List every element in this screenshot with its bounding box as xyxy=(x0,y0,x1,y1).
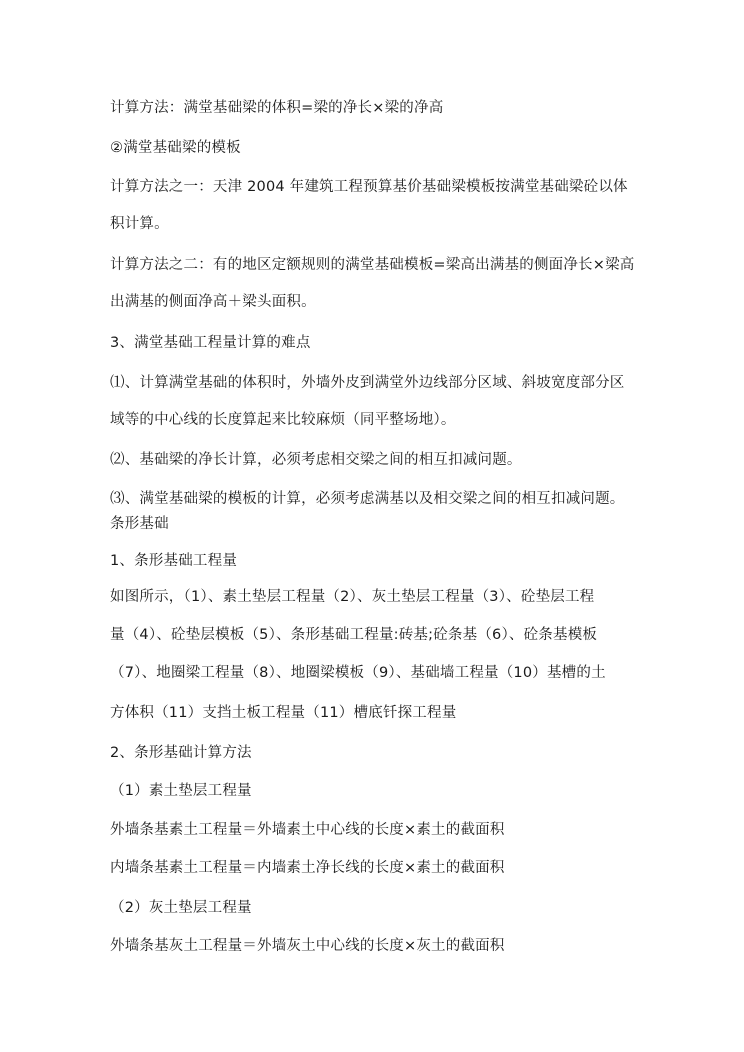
text-line: （7）、地圈梁工程量（8）、地圈梁模板（9）、基础墙工程量（10）基槽的土 xyxy=(110,665,606,681)
text-line: ⑴、计算满堂基础的体积时，外墙外皮到满堂外边线部分区域、斜坡宽度部分区 xyxy=(110,375,625,391)
text-line: 域等的中心线的长度算起来比较麻烦（同平整场地）。 xyxy=(110,412,456,428)
section-heading: 3、满堂基础工程量计算的难点 xyxy=(110,335,311,351)
section-heading: 1、条形基础工程量 xyxy=(110,553,238,569)
text-line: 积计算。 xyxy=(110,216,169,232)
text-line: 如图所示，（1）、素土垫层工程量（2）、灰土垫层工程量（3）、砼垫层工程 xyxy=(110,589,595,605)
section-heading: 2、条形基础计算方法 xyxy=(110,745,252,761)
text-line: 内墙条基素土工程量＝内墙素土净长线的长度×素土的截面积 xyxy=(110,860,505,876)
text-line: 外墙条基灰土工程量＝外墙灰土中心线的长度×灰土的截面积 xyxy=(110,938,505,954)
text-line: 计算方法之二：有的地区定额规则的满堂基础模板=梁高出满基的侧面净长×梁高 xyxy=(110,257,635,273)
subsection-heading: （2）灰土垫层工程量 xyxy=(110,900,252,916)
text-line: ②满堂基础梁的模板 xyxy=(110,140,241,156)
text-line: 计算方法之一：天津 2004 年建筑工程预算基价基础梁模板按满堂基础梁砼以体 xyxy=(110,179,628,195)
text-line: 计算方法：满堂基础梁的体积=梁的净长×梁的净高 xyxy=(110,100,444,116)
text-line: 外墙条基素土工程量＝外墙素土中心线的长度×素土的截面积 xyxy=(110,822,505,838)
text-line: 量（4）、砼垫层模板（5）、条形基础工程量:砖基;砼条基（6）、砼条基模板 xyxy=(110,627,598,643)
subsection-heading: （1）素土垫层工程量 xyxy=(110,783,252,799)
text-line: ⑵、基础梁的净长计算，必须考虑相交梁之间的相互扣减问题。 xyxy=(110,452,522,468)
section-title: 条形基础 xyxy=(110,516,169,532)
text-line: 出满基的侧面净高＋梁头面积。 xyxy=(110,294,316,310)
text-line: 方体积（11）支挡土板工程量（11）槽底钎探工程量 xyxy=(110,705,457,721)
text-line: ⑶、满堂基础梁的模板的计算，必须考虑满基以及相交梁之间的相互扣减问题。 xyxy=(110,491,625,507)
